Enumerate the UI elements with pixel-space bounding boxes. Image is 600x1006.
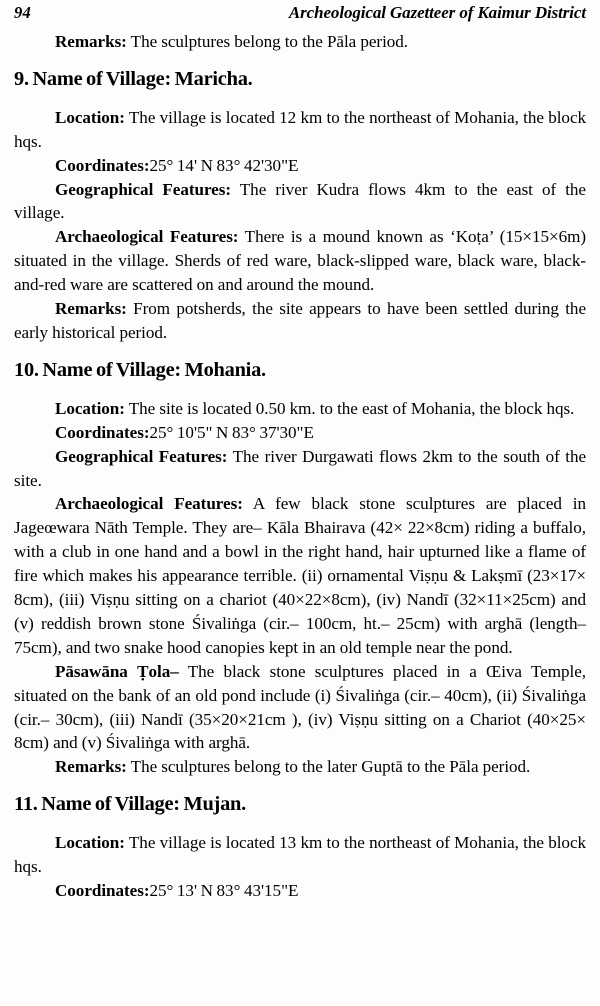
label-archaeological-features: Archaeological Features: xyxy=(55,227,239,247)
spacer xyxy=(14,345,586,359)
text-coordinates-9: 25° 14' N 83° 42'30"E xyxy=(149,155,299,175)
paragraph-remarks-9 xyxy=(14,297,586,345)
text-remarks-10: The sculptures belong to the later Guptā to the Pāla period. xyxy=(126,757,531,777)
spacer xyxy=(14,779,586,793)
paragraph-coordinates-10 xyxy=(14,421,586,445)
paragraph-remarks-10 xyxy=(14,755,586,779)
paragraph-archaeological-features-9 xyxy=(14,225,586,297)
page-header xyxy=(14,3,586,27)
label-coordinates: Coordinates: xyxy=(55,422,150,442)
paragraph-archaeological-features-10 xyxy=(14,492,586,659)
paragraph-coordinates-11 xyxy=(14,879,586,903)
label-coordinates: Coordinates: xyxy=(55,881,150,900)
label-remarks: Remarks: xyxy=(55,32,127,51)
label-location: Location: xyxy=(55,107,125,127)
text-location-10: The site is located 0.50 km. to the east of Mohania, the block hqs. xyxy=(124,398,575,418)
text-remarks-continued: The sculptures belong to the Pāla period. xyxy=(126,32,409,51)
spacer xyxy=(14,383,586,397)
text-geographical-features-9: The river Kudra flows 4km to the east of the village. xyxy=(14,179,586,223)
paragraph-geographical-features-10 xyxy=(14,445,586,493)
text-geographical-features-10: The river Durgawati flows 2km to the south of the site. xyxy=(14,446,586,490)
label-geographical-features: Geographical Features: xyxy=(55,446,228,466)
label-remarks: Remarks: xyxy=(55,757,127,777)
text-coordinates-10: 25° 10'5" N 83° 37'30"E xyxy=(149,422,314,442)
spacer xyxy=(14,817,586,831)
text-location-11: The village is located 13 km to the northeast of Mohania, the block hqs. xyxy=(14,833,586,877)
paragraph-pasawana-tola xyxy=(14,660,586,756)
running-title: Archeological Gazetteer of Kaimur District xyxy=(288,3,586,22)
paragraph-location-11 xyxy=(14,831,586,879)
heading-village-9: 9. Name of Village: Maricha. xyxy=(14,67,253,90)
label-location: Location: xyxy=(55,398,125,418)
text-coordinates-11: 25° 13' N 83° 43'15"E xyxy=(149,881,299,900)
label-pasawana-tola: Pāsawāna Ṭola– xyxy=(55,661,179,681)
paragraph-location-10 xyxy=(14,397,586,421)
spacer xyxy=(14,54,586,68)
heading-village-10: 10. Name of Village: Mohania. xyxy=(14,358,266,381)
paragraph-geographical-features-9 xyxy=(14,178,586,226)
label-coordinates: Coordinates: xyxy=(55,155,150,175)
text-location-9: The village is located 12 km to the northeast of Mohania, the block hqs. xyxy=(14,107,586,151)
paragraph-location-9 xyxy=(14,106,586,154)
label-remarks: Remarks: xyxy=(55,299,127,319)
folio-number: 94 xyxy=(14,3,31,22)
text-archaeological-features-9: There is a mound known as ‘Koṭa’ (15×15×6m) situated in the village. Sherds of red ware, black-slipped ware, black ware, black-and-red ware are scattered on and around the mound. xyxy=(14,227,586,295)
body-text-column xyxy=(14,30,586,903)
spacer xyxy=(14,92,586,106)
label-archaeological-features: Archaeological Features: xyxy=(55,494,243,514)
label-location: Location: xyxy=(55,833,125,853)
text-archaeological-features-10: A few black stone sculptures are placed in Jageœwara Nāth Temple. They are– Kāla Bhairava (42× 22×8cm) riding a buffalo, with a club in one hand and a bowl in the right hand, hair upturned like a flame of fire which makes his appearance terrible. (ii) ornamental Viṣṇu & Lakṣmī (23×17× 8cm), (iii) Viṣṇu sitting on a chariot (40×22×8cm), (iv) Nandī (32×11×25cm) and (v) reddish brown stone Śivaliṅga (cir.– 100cm, ht.– 25cm) with arghā (length– 75cm), and two snake hood canopies kept in an old temple near the pond. xyxy=(14,494,586,657)
text-pasawana-tola: The black stone sculptures placed in a Œiva Temple, situated on the bank of an old pond include (i) Śivaliṅga (cir.– 40cm), (ii) Śivaliṅga (cir.– 30cm), (iii) Nandī (35×20×21cm ), (iv) Viṣṇu sitting on a Chariot (40×25× 8cm) and (v) Śivaliṅga with arghā. xyxy=(14,661,586,753)
paragraph-remarks-continued xyxy=(14,30,586,54)
paragraph-coordinates-9 xyxy=(14,154,586,178)
text-remarks-9: From potsherds, the site appears to have been settled during the early historical period. xyxy=(14,299,586,342)
label-geographical-features: Geographical Features: xyxy=(55,179,231,199)
heading-village-11: 11. Name of Village: Mujan. xyxy=(14,793,246,816)
